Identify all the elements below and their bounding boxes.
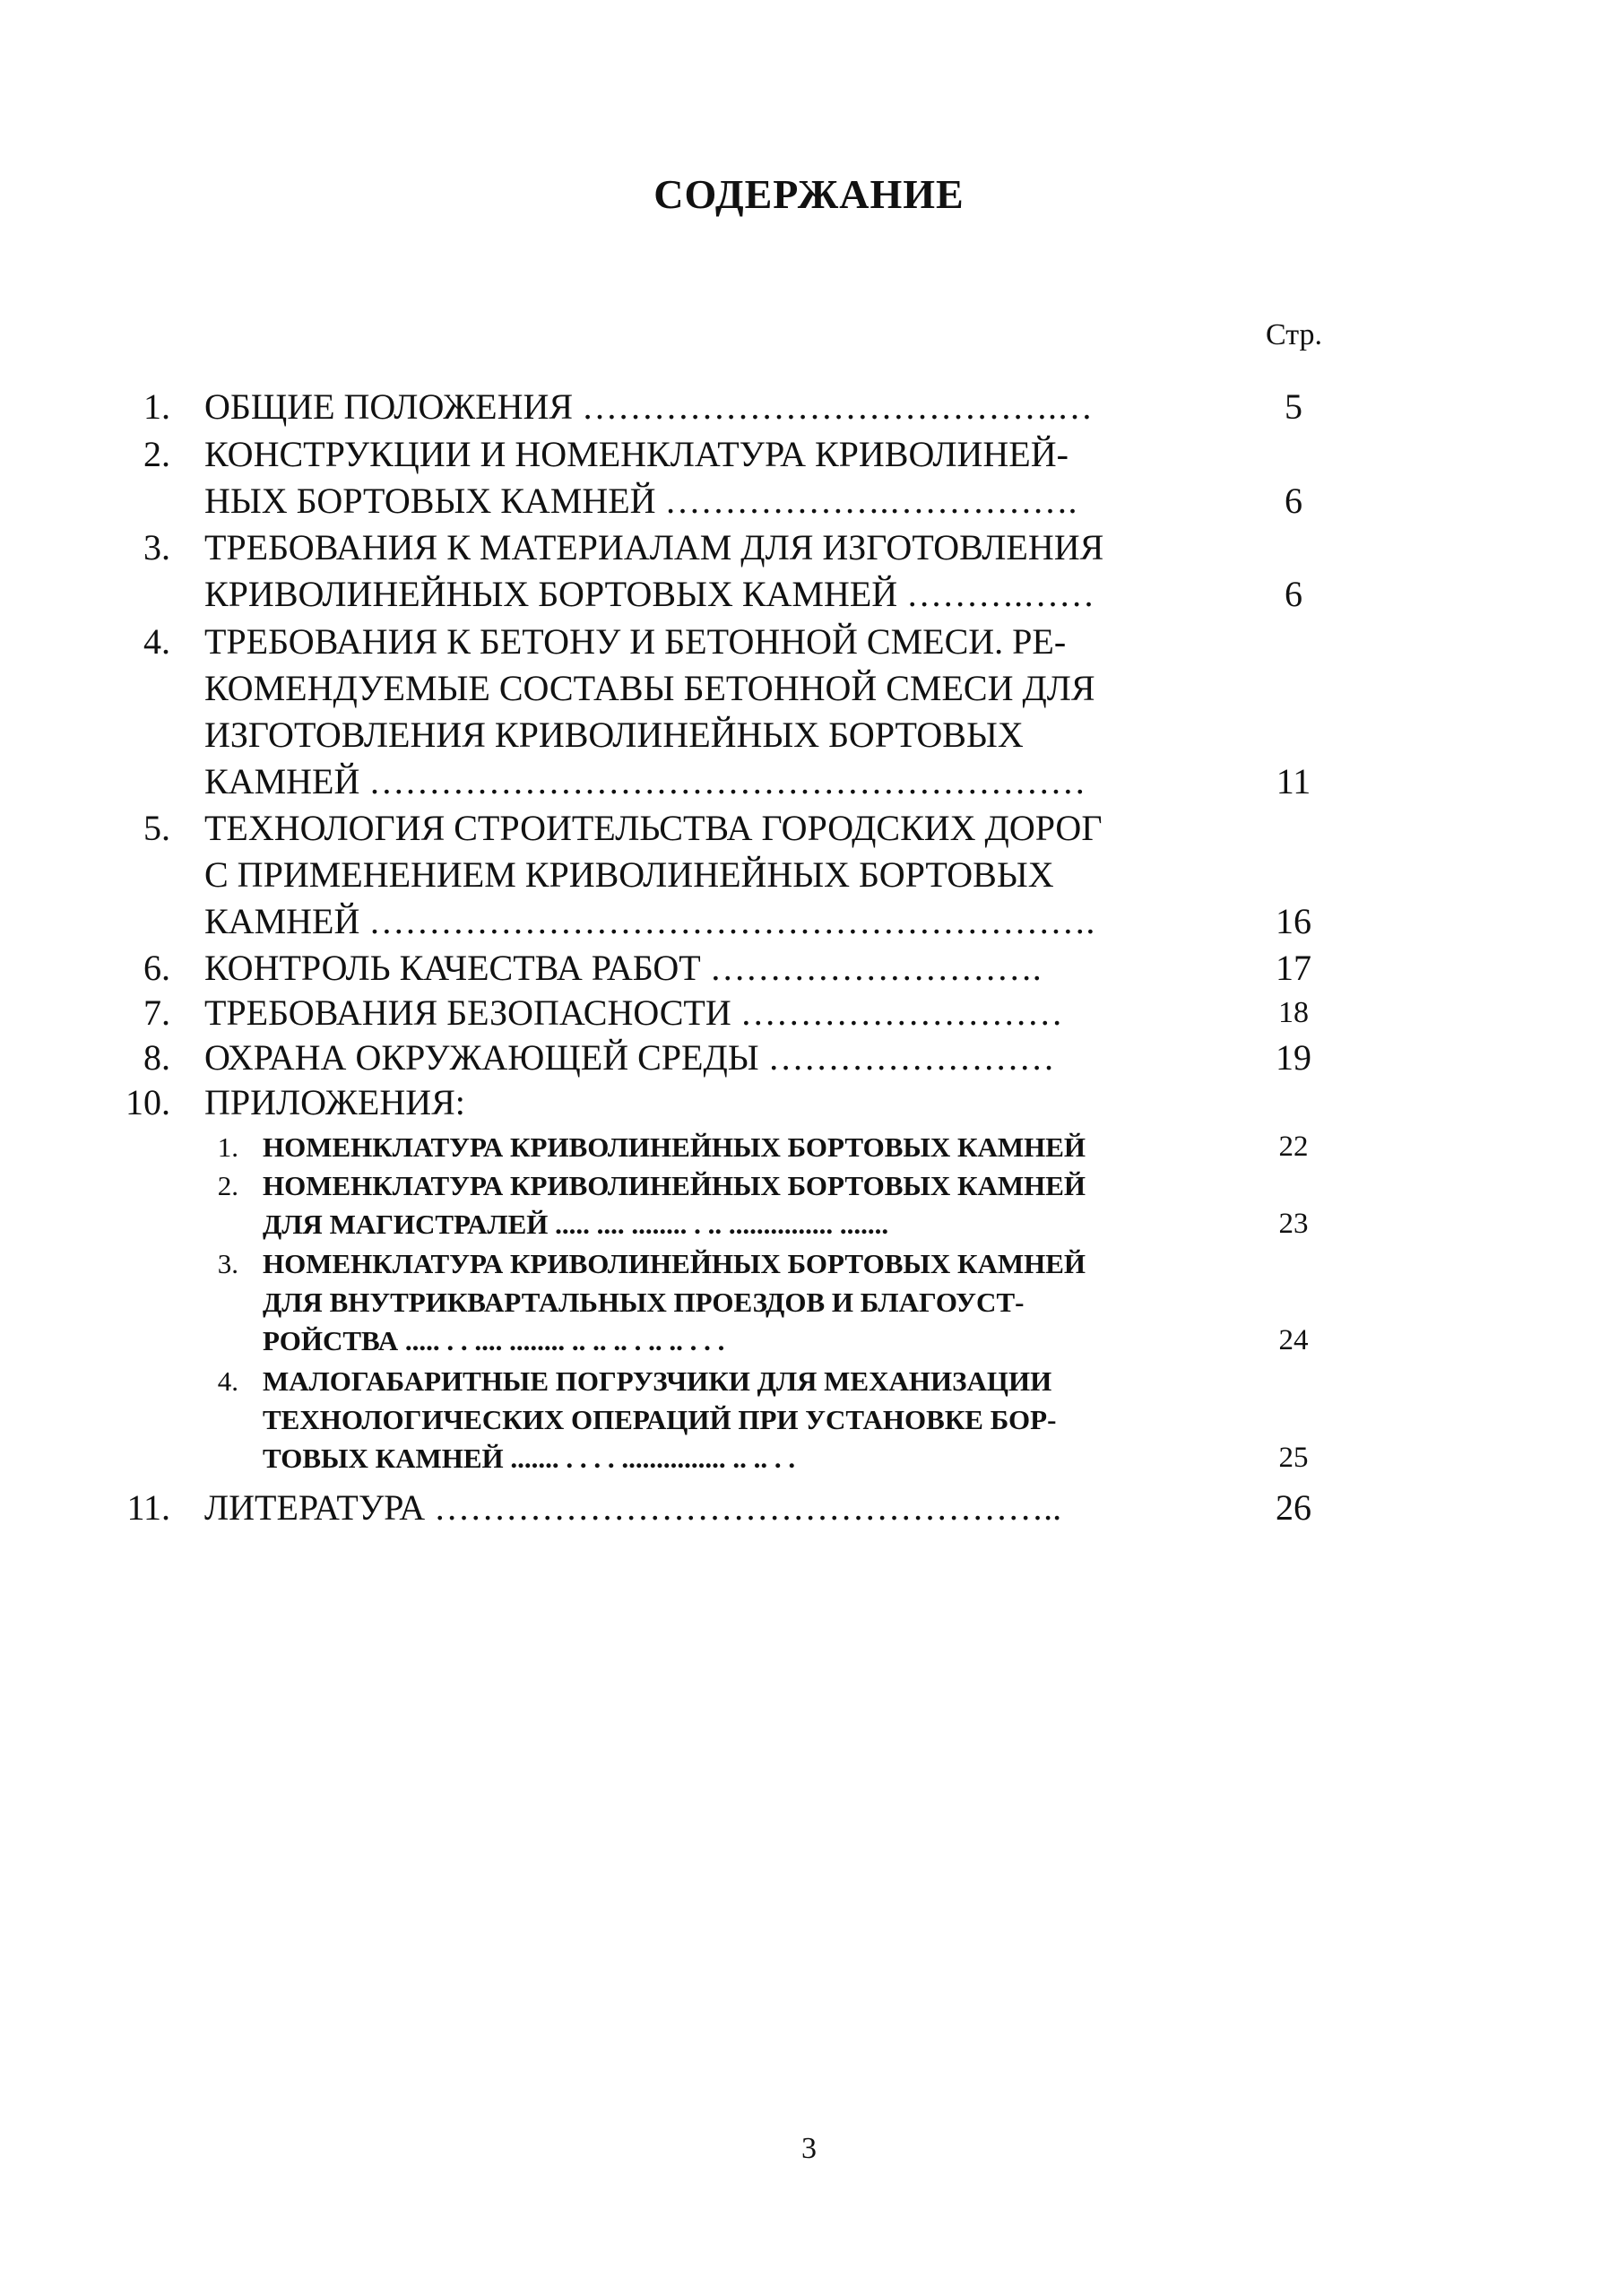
appendix-entry-title bbox=[263, 1166, 1240, 1243]
toc-entry-title bbox=[204, 1079, 1233, 1126]
toc-entry-number: 8. bbox=[143, 1037, 170, 1078]
toc-entry-line: КОНСТРУКЦИИ И НОМЕНКЛАТУРА КРИВОЛИНЕЙ- bbox=[204, 434, 1069, 474]
toc-entry-title bbox=[204, 619, 1233, 805]
toc-entry-number: 4. bbox=[143, 621, 170, 662]
appendix-entry-line: НОМЕНКЛАТУРА КРИВОЛИНЕЙНЫХ БОРТОВЫХ КАМНЕЙ bbox=[263, 1131, 1086, 1163]
toc-entry-page: 17 bbox=[1276, 948, 1311, 988]
toc-entry-title bbox=[204, 945, 1233, 992]
toc-entry-title bbox=[204, 1485, 1233, 1531]
toc-entry-title bbox=[204, 805, 1233, 945]
appendix-entry-title bbox=[263, 1362, 1240, 1477]
toc-entry-page: 5 bbox=[1285, 386, 1302, 427]
toc-entry-page: 26 bbox=[1276, 1487, 1311, 1528]
toc-entry-line: ТРЕБОВАНИЯ БЕЗОПАСНОСТИ ……………………… bbox=[204, 992, 1063, 1033]
page-title: СОДЕРЖАНИЕ bbox=[653, 171, 965, 217]
appendix-entry-title bbox=[263, 1128, 1240, 1166]
toc-entry-line: КАМНЕЙ …………………………………………………… bbox=[204, 761, 1086, 801]
toc-entry-line: КОНТРОЛЬ КАЧЕСТВА РАБОТ ………………………. bbox=[204, 948, 1042, 988]
toc-entry-line: ОХРАНА ОКРУЖАЮЩЕЙ СРЕДЫ …………………… bbox=[204, 1037, 1055, 1078]
appendix-entry-line: НОМЕНКЛАТУРА КРИВОЛИНЕЙНЫХ БОРТОВЫХ КАМНЕЙ bbox=[263, 1248, 1086, 1279]
appendix-entry-page: 25 bbox=[1278, 1442, 1309, 1474]
toc-entry-number: 6. bbox=[143, 948, 170, 988]
toc-entry-line: ТЕХНОЛОГИЯ СТРОИТЕЛЬСТВА ГОРОДСКИХ ДОРОГ bbox=[204, 808, 1103, 848]
appendix-entry-line: ДЛЯ МАГИСТРАЛЕЙ ..... .... ........ . .. ............... ....... bbox=[263, 1209, 889, 1240]
appendix-entry-page: 23 bbox=[1278, 1208, 1309, 1240]
toc-entry-line: НЫХ БОРТОВЫХ КАМНЕЙ ……………….……………. bbox=[204, 481, 1077, 521]
toc-entry-page: 19 bbox=[1276, 1037, 1311, 1078]
toc-entry-title bbox=[204, 524, 1233, 618]
toc-entry-number: 1. bbox=[143, 386, 170, 427]
appendix-entry-number: 3. bbox=[217, 1248, 238, 1279]
toc-entry-line: ОБЩИЕ ПОЛОЖЕНИЯ ………………………………….… bbox=[204, 386, 1094, 427]
appendix-entry-page: 24 bbox=[1278, 1324, 1309, 1356]
appendix-entry-line: ТОВЫХ КАМНЕЙ ....... . . . . ............... .. .. . . bbox=[263, 1443, 796, 1474]
toc-entry-title bbox=[204, 1035, 1233, 1081]
appendix-entry-number: 4. bbox=[217, 1365, 238, 1397]
toc-entry-number: 7. bbox=[143, 992, 170, 1033]
toc-entry-page: 11 bbox=[1276, 761, 1311, 801]
toc-entry-line: ИЗГОТОВЛЕНИЯ КРИВОЛИНЕЙНЫХ БОРТОВЫХ bbox=[204, 715, 1024, 755]
appendix-entry-number: 2. bbox=[217, 1170, 238, 1201]
appendix-entry-line: РОЙСТВА ..... . . .... ........ .. .. .. . .. .. . . . bbox=[263, 1325, 725, 1356]
toc-entry-number: 11. bbox=[126, 1487, 170, 1528]
toc-entry-line: С ПРИМЕНЕНИЕМ КРИВОЛИНЕЙНЫХ БОРТОВЫХ bbox=[204, 854, 1054, 895]
page-number: 3 bbox=[801, 2132, 817, 2165]
toc-entry-number: 3. bbox=[143, 527, 170, 568]
toc-entry-title bbox=[204, 384, 1233, 430]
toc-entry-line: КРИВОЛИНЕЙНЫХ БОРТОВЫХ КАМНЕЙ ……….…… bbox=[204, 574, 1095, 614]
toc-entry-line: КОМЕНДУЕМЫЕ СОСТАВЫ БЕТОННОЙ СМЕСИ ДЛЯ bbox=[204, 668, 1095, 708]
toc-entry-line: КАМНЕЙ ……………………………………………………. bbox=[204, 901, 1095, 941]
appendix-entry-title bbox=[263, 1244, 1240, 1360]
appendix-entry-line: ДЛЯ ВНУТРИКВАРТАЛЬНЫХ ПРОЕЗДОВ И БЛАГОУСТ- bbox=[263, 1287, 1025, 1318]
page-column-header: Стр. bbox=[1266, 318, 1323, 351]
appendix-entry-line: ТЕХНОЛОГИЧЕСКИХ ОПЕРАЦИЙ ПРИ УСТАНОВКЕ БОР- bbox=[263, 1404, 1057, 1435]
toc-entry-line: ТРЕБОВАНИЯ К МАТЕРИАЛАМ ДЛЯ ИЗГОТОВЛЕНИЯ bbox=[204, 527, 1104, 568]
appendix-entry-page: 22 bbox=[1278, 1131, 1309, 1163]
toc-entry-title bbox=[204, 431, 1233, 524]
toc-entry-page: 18 bbox=[1278, 996, 1309, 1029]
toc-entry-number: 5. bbox=[143, 808, 170, 848]
toc-entry-page: 6 bbox=[1285, 481, 1302, 521]
toc-entry-page: 6 bbox=[1285, 574, 1302, 614]
toc-entry-line: ЛИТЕРАТУРА …………………………………………….. bbox=[204, 1487, 1062, 1528]
appendix-entry-line: НОМЕНКЛАТУРА КРИВОЛИНЕЙНЫХ БОРТОВЫХ КАМНЕЙ bbox=[263, 1170, 1086, 1201]
toc-entry-number: 2. bbox=[143, 434, 170, 474]
toc-entry-title bbox=[204, 990, 1233, 1036]
toc-entry-number: 10. bbox=[125, 1082, 170, 1122]
appendix-entry-number: 1. bbox=[217, 1131, 238, 1163]
toc-entry-line: ТРЕБОВАНИЯ К БЕТОНУ И БЕТОННОЙ СМЕСИ. РЕ- bbox=[204, 621, 1067, 662]
toc-entry-line: ПРИЛОЖЕНИЯ: bbox=[204, 1082, 465, 1122]
appendix-entry-line: МАЛОГАБАРИТНЫЕ ПОГРУЗЧИКИ ДЛЯ МЕХАНИЗАЦИИ bbox=[263, 1365, 1052, 1397]
toc-entry-page: 16 bbox=[1276, 901, 1311, 941]
